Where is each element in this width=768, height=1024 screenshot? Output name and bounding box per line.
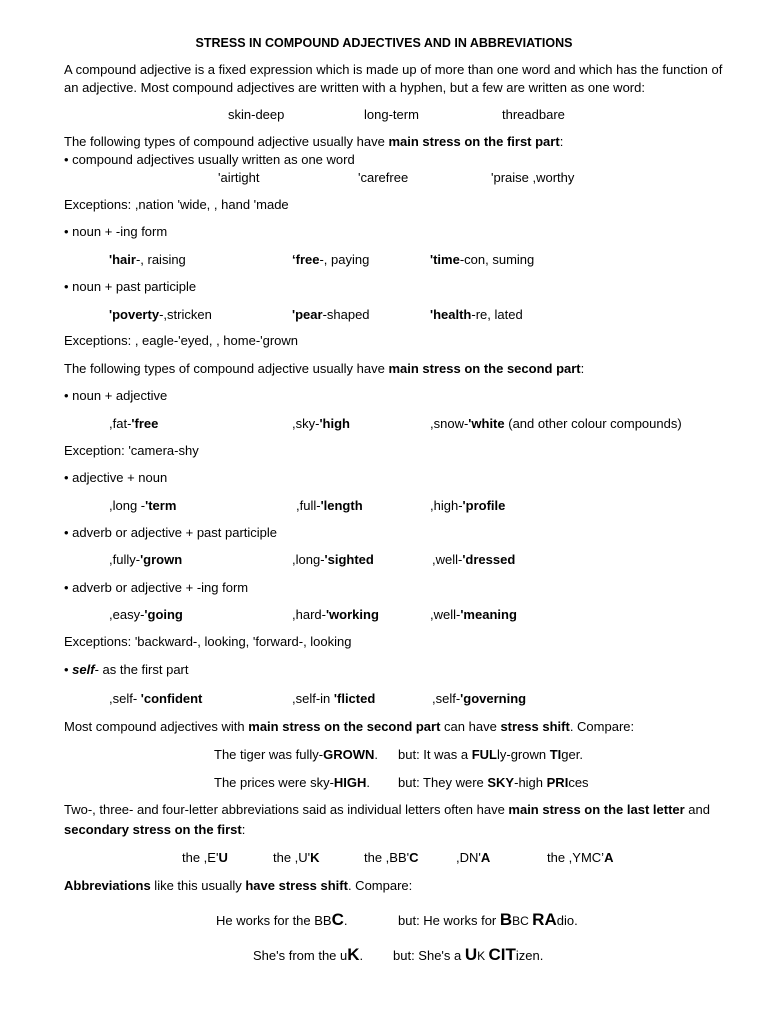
example-sentence: He works for the BBC. [216, 910, 348, 929]
example-word: ,long-'sighted [292, 552, 374, 567]
example-word: 'time-con, suming [430, 252, 535, 267]
example-word: 'poverty-,stricken [109, 307, 212, 322]
intro-line-2: an adjective. Most compound adjectives are written with a hyphen, but a few are written as one word: [64, 80, 645, 95]
example-sentence: She's from the uK. [253, 945, 364, 964]
bullet-one-word: • compound adjectives usually written as one word [64, 152, 355, 167]
abbreviations-shift-intro: Abbreviations like this usually have stress shift. Compare: [64, 878, 413, 893]
example-word: ,fat-'free [109, 416, 159, 431]
example-sentence: but: She's a UK CITizen. [393, 945, 544, 964]
exceptions-line: Exceptions: ,nation 'wide, , hand 'made [64, 197, 289, 212]
example-word: ,long -'term [109, 498, 177, 513]
example-sentence: The tiger was fully-GROWN. [214, 747, 378, 762]
stress-shift-intro: Most compound adjectives with main stress on the second part can have stress shift. Compare: [64, 719, 635, 734]
exceptions-line: Exceptions: , eagle-'eyed, , home-'grown [64, 333, 299, 348]
abbreviation-example: the ,BB'C [364, 850, 419, 865]
abbreviation-example: ,DN'A [456, 850, 491, 865]
abbreviation-example: the ,U'K [273, 850, 320, 865]
exceptions-line: Exceptions: 'backward-, looking, 'forward-, looking [64, 634, 352, 649]
bullet-noun-ing: • noun + -ing form [64, 224, 168, 239]
example-word: ,fully-'grown [109, 552, 183, 567]
example-word: 'praise ,worthy [491, 170, 575, 185]
example-word: 'health-re, lated [430, 307, 523, 322]
example-word: ,high-'profile [430, 498, 506, 513]
example-word: threadbare [502, 107, 565, 122]
example-word: 'pear-shaped [292, 307, 370, 322]
example-word: ,easy-'going [109, 607, 183, 622]
abbreviation-example: the ,YMC’A [547, 850, 614, 865]
bullet-self: • self- as the first part [64, 662, 189, 677]
example-word: ,snow-'white (and other colour compounds) [430, 416, 682, 431]
example-word: ,full-'length [296, 498, 363, 513]
example-word: ,self-'governing [432, 691, 527, 706]
bullet-noun-past-participle: • noun + past participle [64, 279, 197, 294]
page-title: STRESS IN COMPOUND ADJECTIVES AND IN ABBREVIATIONS [195, 36, 573, 50]
section-heading-first-part: The following types of compound adjective usually have main stress on the first part: [64, 134, 564, 149]
example-sentence: but: He works for BBC RAdio. [398, 910, 578, 929]
example-word: 'hair-, raising [109, 252, 186, 267]
example-word: ‘free-, paying [292, 252, 370, 267]
example-sentence: but: It was a FULly-grown TIger. [398, 747, 583, 762]
example-word: ,self- 'confident [109, 691, 203, 706]
bullet-adverb-past-participle: • adverb or adjective + past participle [64, 525, 278, 540]
example-word: ,sky-'high [292, 416, 350, 431]
example-word: ,hard-'working [292, 607, 379, 622]
example-sentence: The prices were sky-HIGH. [214, 775, 371, 790]
bullet-noun-adjective: • noun + adjective [64, 388, 168, 403]
example-sentence: but: They were SKY-high PRIces [398, 775, 589, 790]
example-word: long-term [364, 107, 419, 122]
example-word: ,well-'dressed [432, 552, 516, 567]
example-word: skin-deep [228, 107, 285, 122]
bullet-adjective-noun: • adjective + noun [64, 470, 168, 485]
exception-line: Exception: 'camera-shy [64, 443, 199, 458]
example-word: 'airtight [218, 170, 260, 185]
intro-line-1: A compound adjective is a fixed expression which is made up of more than one word and which has the function of [64, 62, 723, 77]
abbreviations-line-1: Two-, three- and four-letter abbreviations said as individual letters often have main stress on the last letter and [64, 802, 710, 817]
example-word: 'carefree [358, 170, 409, 185]
example-word: ,well-'meaning [430, 607, 517, 622]
abbreviation-example: the ,E'U [182, 850, 228, 865]
bullet-adverb-ing: • adverb or adjective + -ing form [64, 580, 249, 595]
abbreviations-line-2: secondary stress on the first: [64, 822, 246, 837]
example-word: ,self-in 'flicted [292, 691, 376, 706]
section-heading-second-part: The following types of compound adjective usually have main stress on the second part: [64, 361, 585, 376]
